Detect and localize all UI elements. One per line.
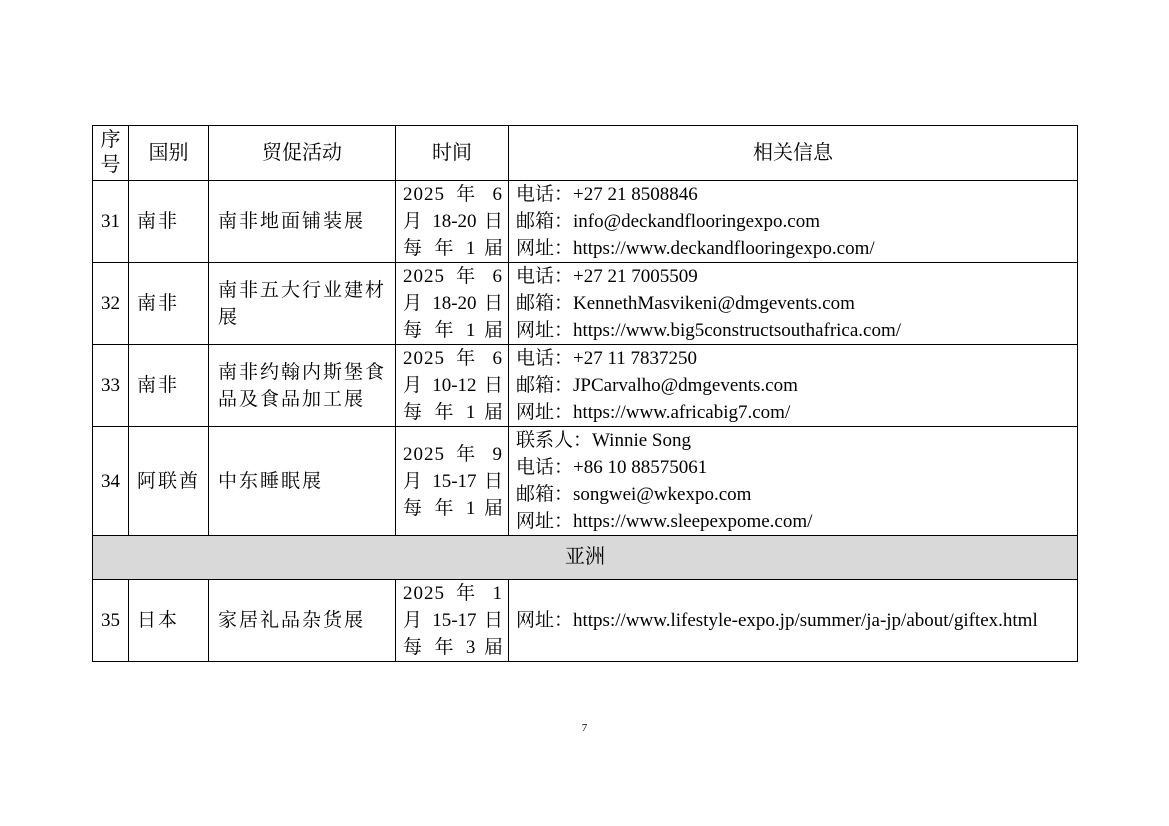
info-phone: 电话：+86 10 88575061 [516,457,708,478]
info-email: 邮箱：info@deckandflooringexpo.com [516,211,821,232]
row-index: 34 [93,427,129,536]
table-header-row [93,126,1078,181]
time-year-line: 2025 年 6 [403,266,503,287]
event-name: 南非约翰内斯堡食品及食品加工展 [218,361,387,410]
row-event [209,181,396,263]
info-phone: 电话：+27 21 8508846 [516,184,698,205]
header-event: 贸促活动 [209,126,396,181]
time-date-line: 月 15-17 日 [403,470,503,492]
section-row-asia [93,536,1078,580]
table-row [93,345,1078,427]
table-row [93,580,1078,662]
page-number: 7 [581,722,588,734]
row-country: 南非 [129,263,209,345]
time-year-line: 2025 年 9 [403,443,503,465]
row-country: 阿联酋 [129,427,209,536]
time-date-line: 月 10-12 日 [403,375,503,396]
info-email: 邮箱：JPCarvalho@dmgevents.com [516,375,798,396]
row-index: 35 [93,580,129,662]
row-time [396,580,509,662]
info-contact: 联系人：Winnie Song [516,430,691,451]
time-frequency-line: 每 年 1 届 [403,497,503,519]
row-event [209,263,396,345]
row-info [509,181,1078,263]
row-time [396,181,509,263]
info-website: 网址：https://www.sleepexpome.com/ [516,511,813,532]
trade-events-table [92,125,1078,662]
row-time [396,345,509,427]
event-name: 南非地面铺装展 [218,211,366,232]
row-country: 南非 [129,181,209,263]
time-frequency-line: 每 年 1 届 [403,320,503,341]
info-website: 网址：https://www.big5constructsouthafrica.com/ [516,320,902,341]
header-index: 序号 [93,126,129,181]
time-year-line: 2025 年 1 [403,583,503,604]
row-index: 33 [93,345,129,427]
row-event [209,580,396,662]
row-info [509,345,1078,427]
time-year-line: 2025 年 6 [403,348,503,369]
row-country: 南非 [129,345,209,427]
time-year-line: 2025 年 6 [403,184,503,205]
time-frequency-line: 每 年 1 届 [403,238,503,259]
header-time: 时间 [396,126,509,181]
event-name: 南非五大行业建材展 [218,279,387,328]
row-info [509,263,1078,345]
time-date-line: 月 15-17 日 [403,610,503,631]
info-phone: 电话：+27 21 7005509 [516,266,698,287]
row-event [209,427,396,536]
event-name: 中东睡眠展 [218,470,324,492]
table-row [93,263,1078,345]
table-row [93,427,1078,536]
time-date-line: 月 18-20 日 [403,293,503,314]
row-index: 31 [93,181,129,263]
row-info [509,427,1078,536]
info-email: 邮箱：KennethMasvikeni@dmgevents.com [516,293,855,314]
info-website: 网址：https://www.deckandflooringexpo.com/ [516,238,875,259]
time-frequency-line: 每 年 3 届 [403,637,503,658]
row-time [396,263,509,345]
event-name: 家居礼品杂货展 [218,610,366,631]
header-info: 相关信息 [509,126,1078,181]
row-index: 32 [93,263,129,345]
header-country: 国别 [129,126,209,181]
section-title: 亚洲 [93,536,1078,580]
info-email: 邮箱：songwei@wkexpo.com [516,484,752,505]
time-frequency-line: 每 年 1 届 [403,402,503,423]
row-country: 日本 [129,580,209,662]
info-website: 网址：https://www.africabig7.com/ [516,402,791,423]
time-date-line: 月 18-20 日 [403,211,503,232]
info-website: 网址：https://www.lifestyle-expo.jp/summer/ja-jp/about/giftex.html [516,610,1038,631]
row-event [209,345,396,427]
table-row [93,181,1078,263]
info-phone: 电话：+27 11 7837250 [516,348,698,369]
row-info [509,580,1078,662]
row-time [396,427,509,536]
